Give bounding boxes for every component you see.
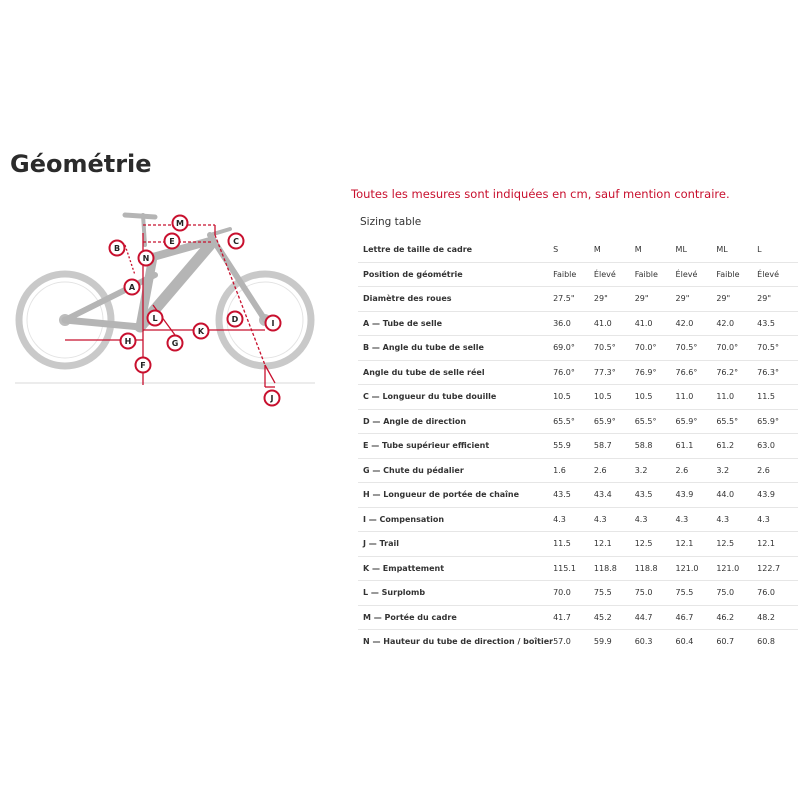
table-row xyxy=(358,409,798,434)
table-cell: 46.7 xyxy=(676,605,717,630)
measurement-notice: Toutes les mesures sont indiquées en cm, sauf mention contraire. xyxy=(351,187,730,201)
badge-letter: M xyxy=(176,219,184,228)
table-cell: 118.8 xyxy=(635,556,676,581)
table-cell: 70.0° xyxy=(635,336,676,361)
badge-letter: N xyxy=(142,254,150,263)
table-cell: 27.5" xyxy=(553,287,594,312)
table-cell: 4.3 xyxy=(716,507,757,532)
badge-letter: C xyxy=(233,237,239,246)
table-cell: 4.3 xyxy=(676,507,717,532)
table-cell: 29" xyxy=(716,287,757,312)
table-cell: 2.6 xyxy=(676,458,717,483)
table-cell: 12.1 xyxy=(757,532,798,557)
table-cell: 29" xyxy=(635,287,676,312)
table-cell: 2.6 xyxy=(757,458,798,483)
table-row xyxy=(358,287,798,312)
badge-E xyxy=(165,234,180,249)
table-cell: 41.0 xyxy=(635,311,676,336)
table-cell: M xyxy=(635,238,676,262)
table-cell: 43.5 xyxy=(553,483,594,508)
table-cell: 61.2 xyxy=(716,434,757,459)
table-cell: 4.3 xyxy=(757,507,798,532)
table-row xyxy=(358,581,798,606)
table-cell: S xyxy=(553,238,594,262)
table-cell: 60.3 xyxy=(634,637,653,647)
table-cell: 60.7 xyxy=(716,637,735,647)
table-cell: 29" xyxy=(594,287,635,312)
table-row xyxy=(358,483,798,508)
table-cell: 115.1 xyxy=(553,556,594,581)
table-cell: 4.3 xyxy=(553,507,594,532)
table-cell: 2.6 xyxy=(594,458,635,483)
badge-I xyxy=(266,316,281,331)
table-cell: 70.5° xyxy=(757,336,798,361)
badge-N xyxy=(139,251,154,266)
row-label: I — Compensation xyxy=(358,507,553,532)
table-cell: 58.8 xyxy=(635,434,676,459)
table-cell: Faible xyxy=(635,262,676,287)
badge-D xyxy=(228,312,243,327)
badge-L xyxy=(148,311,163,326)
sizing-table xyxy=(358,238,798,654)
badge-K xyxy=(194,324,209,339)
table-cell: 36.0 xyxy=(553,311,594,336)
table-row xyxy=(358,238,798,262)
table-row xyxy=(358,336,798,361)
table-row xyxy=(358,630,798,654)
badge-letter: L xyxy=(152,314,158,323)
table-cell: 75.0 xyxy=(635,581,676,606)
row-label: J — Trail xyxy=(358,532,553,557)
badge-letter: B xyxy=(113,244,121,253)
table-cell: 11.5 xyxy=(553,532,594,557)
table-cell: 41.7 xyxy=(553,605,594,630)
table-cell: 65.5° xyxy=(635,409,676,434)
table-cell: 75.5 xyxy=(594,581,635,606)
table-cell: 4.3 xyxy=(594,507,635,532)
row-label: C — Longueur du tube douille xyxy=(358,385,553,410)
table-cell: 43.5 xyxy=(757,311,798,336)
badge-B xyxy=(110,241,125,256)
table-cell: 59.9 xyxy=(593,637,612,647)
table-cell: 43.9 xyxy=(757,483,798,508)
badge-H xyxy=(121,334,136,349)
table-cell: 11.0 xyxy=(676,385,717,410)
sizing-table-body xyxy=(358,238,798,654)
table-cell: 70.5° xyxy=(676,336,717,361)
table-cell: 43.4 xyxy=(594,483,635,508)
table-cell: Élevé xyxy=(757,262,798,287)
table-cell: 70.5° xyxy=(594,336,635,361)
bike-frame xyxy=(65,215,265,327)
table-cell: 44.0 xyxy=(716,483,757,508)
table-cell: 3.2 xyxy=(716,458,757,483)
table-cell: 75.5 xyxy=(676,581,717,606)
badge-G xyxy=(168,336,183,351)
table-cell: 69.0° xyxy=(553,336,594,361)
row-label: A — Tube de selle xyxy=(358,311,553,336)
table-cell: 55.9 xyxy=(553,434,594,459)
row-label: B — Angle du tube de selle xyxy=(358,336,553,361)
row-label: E — Tube supérieur efficient xyxy=(358,434,553,459)
table-cell: 61.1 xyxy=(676,434,717,459)
table-cell: 122.7 xyxy=(757,556,798,581)
badge-letter: G xyxy=(171,339,179,348)
table-cell: 65.9° xyxy=(676,409,717,434)
badge-letter: K xyxy=(197,327,205,336)
table-cell: 29" xyxy=(676,287,717,312)
page-title: Géométrie xyxy=(10,150,152,178)
table-cell: 121.0 xyxy=(716,556,757,581)
table-cell: Faible xyxy=(553,262,594,287)
table-row xyxy=(358,434,798,459)
badge-letter: E xyxy=(169,237,175,246)
row-label: Diamètre des roues xyxy=(358,287,553,312)
table-cell: 58.7 xyxy=(594,434,635,459)
table-cell: 29" xyxy=(757,287,798,312)
table-cell: 11.0 xyxy=(716,385,757,410)
table-cell: 65.5° xyxy=(716,409,757,434)
table-cell: 60.8 xyxy=(757,637,775,647)
row-label: H — Longueur de portée de chaîne xyxy=(358,483,553,508)
row-label: D — Angle de direction xyxy=(358,409,553,434)
badge-letter: J xyxy=(270,394,274,403)
row-label: L — Surplomb xyxy=(358,581,553,606)
table-cell: Élevé xyxy=(594,262,635,287)
table-cell: 76.2° xyxy=(716,360,757,385)
table-cell: 57.0 xyxy=(553,637,571,647)
table-cell: 70.0° xyxy=(716,336,757,361)
table-row xyxy=(358,458,798,483)
badge-letter: D xyxy=(231,315,239,324)
table-cell: 12.5 xyxy=(716,532,757,557)
table-cell: 43.5 xyxy=(635,483,676,508)
table-cell: 77.3° xyxy=(594,360,635,385)
table-cell: 76.0° xyxy=(553,360,594,385)
table-cell: 43.9 xyxy=(676,483,717,508)
table-cell: 76.9° xyxy=(635,360,676,385)
table-cell: 46.2 xyxy=(716,605,757,630)
table-cell: 76.0 xyxy=(757,581,798,606)
row-label: Lettre de taille de cadre xyxy=(358,238,553,262)
row-label: Position de géométrie xyxy=(358,262,553,287)
table-row xyxy=(358,507,798,532)
table-cell: 42.0 xyxy=(676,311,717,336)
row-label: Angle du tube de selle réel xyxy=(358,360,553,385)
table-cell: 10.5 xyxy=(553,385,594,410)
table-cell: 3.2 xyxy=(635,458,676,483)
table-cell: 76.6° xyxy=(676,360,717,385)
table-row xyxy=(358,311,798,336)
badge-letter: H xyxy=(124,337,132,346)
badge-F xyxy=(136,358,151,373)
badge-letter: I xyxy=(271,319,275,328)
table-cell: 12.5 xyxy=(635,532,676,557)
table-cell: 1.6 xyxy=(553,458,594,483)
table-row xyxy=(358,360,798,385)
row-label: N — Hauteur du tube de direction / boîtier xyxy=(363,637,554,647)
table-cell: Faible xyxy=(716,262,757,287)
table-cell: L xyxy=(757,238,798,262)
table-cell: 44.7 xyxy=(635,605,676,630)
table-cell: 4.3 xyxy=(635,507,676,532)
table-cell: M xyxy=(594,238,635,262)
table-cell: ML xyxy=(716,238,757,262)
row-label: M — Portée du cadre xyxy=(358,605,553,630)
table-cell: 41.0 xyxy=(594,311,635,336)
table-cell: 63.0 xyxy=(757,434,798,459)
table-row xyxy=(358,605,798,630)
table-cell: 10.5 xyxy=(635,385,676,410)
table-cell: 42.0 xyxy=(716,311,757,336)
table-row xyxy=(358,556,798,581)
row-label: G — Chute du pédalier xyxy=(358,458,553,483)
badge-A xyxy=(125,280,140,295)
table-cell: 65.9° xyxy=(757,409,798,434)
table-row xyxy=(358,262,798,287)
table-cell: 11.5 xyxy=(757,385,798,410)
table-cell: 65.5° xyxy=(553,409,594,434)
row-label: K — Empattement xyxy=(358,556,553,581)
badge-letter: F xyxy=(140,361,146,370)
table-cell: 45.2 xyxy=(594,605,635,630)
table-cell: 70.0 xyxy=(553,581,594,606)
table-cell: 118.8 xyxy=(594,556,635,581)
table-cell: 65.9° xyxy=(594,409,635,434)
table-row xyxy=(358,385,798,410)
table-row xyxy=(358,532,798,557)
badge-C xyxy=(229,234,244,249)
table-cell: 10.5 xyxy=(594,385,635,410)
bike-geometry-diagram xyxy=(15,205,345,420)
table-cell: 60.4 xyxy=(675,637,694,647)
badge-letter: A xyxy=(128,283,136,292)
badge-M xyxy=(173,216,188,231)
table-cell: 48.2 xyxy=(757,605,798,630)
sizing-table-label: Sizing table xyxy=(360,216,422,228)
badge-J xyxy=(265,391,280,406)
table-cell: 12.1 xyxy=(676,532,717,557)
table-cell: ML xyxy=(676,238,717,262)
table-cell: 121.0 xyxy=(676,556,717,581)
table-cell: 12.1 xyxy=(594,532,635,557)
table-cell: 75.0 xyxy=(716,581,757,606)
table-cell: 76.3° xyxy=(757,360,798,385)
table-cell: Élevé xyxy=(676,262,717,287)
